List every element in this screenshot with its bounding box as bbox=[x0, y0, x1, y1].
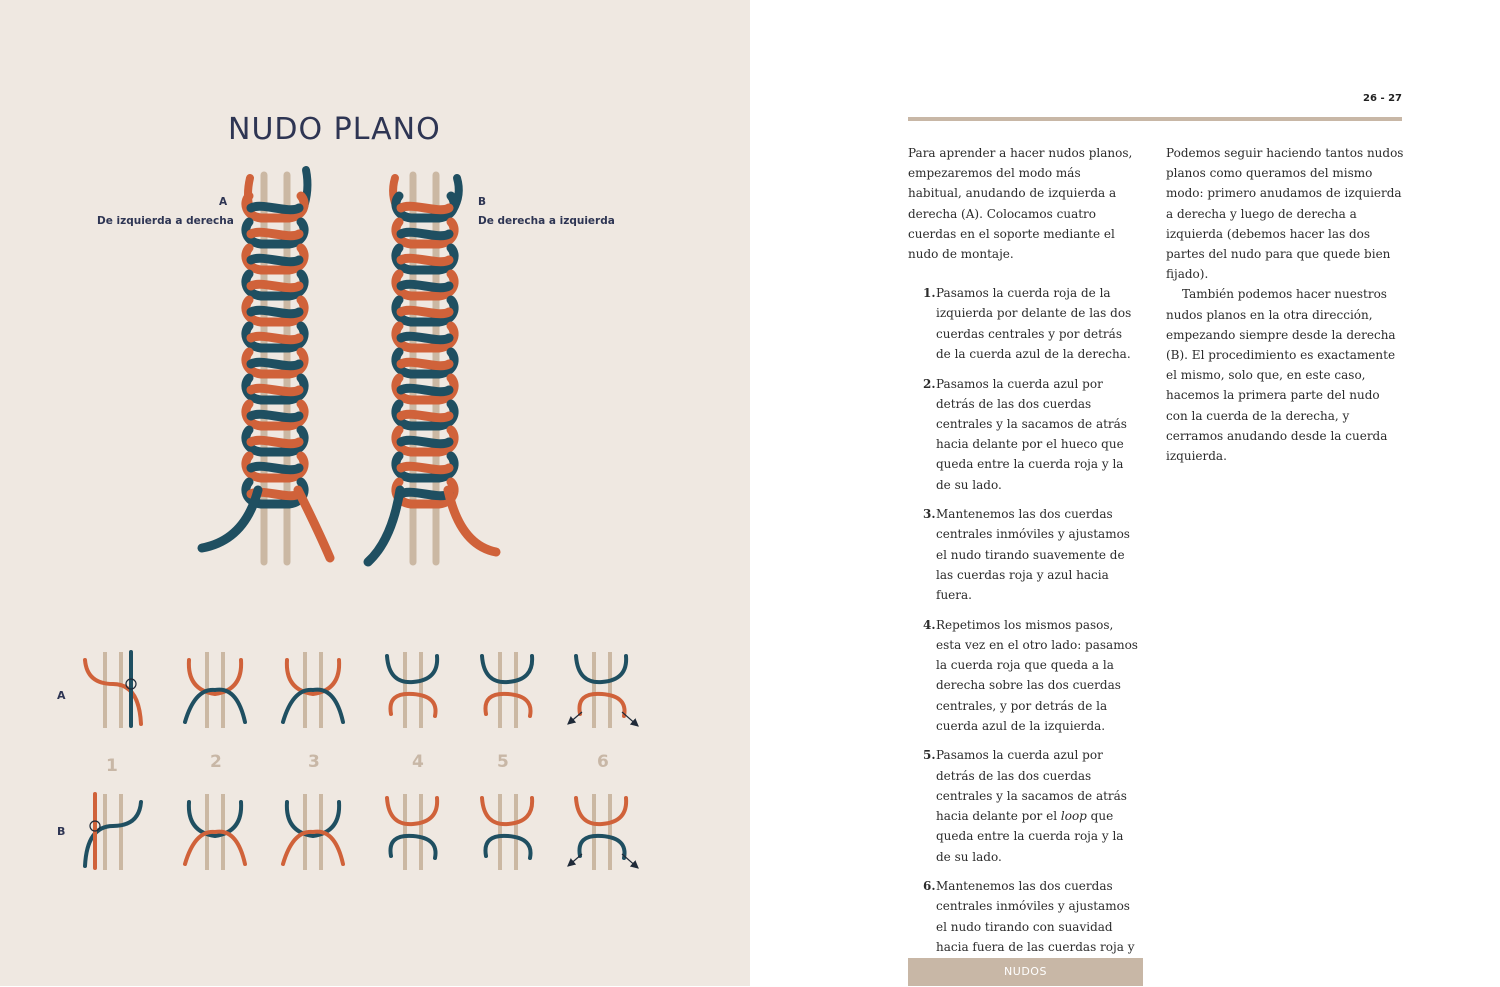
step-diagram bbox=[482, 794, 532, 870]
braid-cross bbox=[401, 206, 449, 209]
step-number-1: 1 bbox=[106, 756, 118, 776]
braid-cross bbox=[401, 310, 449, 313]
header-rule bbox=[908, 117, 1402, 121]
braid-cross bbox=[251, 258, 299, 261]
row-b-label: B bbox=[57, 825, 66, 838]
section-footer-tab: NUDOS bbox=[908, 958, 1143, 986]
braid-cross bbox=[401, 284, 449, 287]
step-item bbox=[908, 374, 1138, 495]
step-diagram bbox=[283, 652, 343, 728]
step-number-3: 3 bbox=[308, 752, 320, 772]
intro-paragraph: Para aprender a hacer nudos planos, empezaremos del modo más habitual, anudando de izquierda a derecha (A). Colocamos cuatro cuerdas en el soporte mediante el nudo de montaje. bbox=[908, 146, 1133, 262]
col2-paragraph-1: Podemos seguir haciendo tantos nudos planos como queramos del mismo modo: primero anudamos de izquierda a derecha y luego de derecha a izquierda (debemos hacer las dos partes del nudo para que quede bien fijado). bbox=[1166, 146, 1404, 282]
step-diagram bbox=[568, 652, 638, 728]
step-item bbox=[908, 504, 1138, 605]
step-text: Mantenemos las dos cuerdas centrales inmóviles y ajustamos el nudo tirando suavemente de las cuerdas roja y azul hacia fuera. bbox=[936, 507, 1130, 603]
braid-cross bbox=[401, 258, 449, 261]
braid-cross bbox=[251, 336, 299, 339]
braid-a-illustration bbox=[202, 170, 330, 562]
step-number: 5. bbox=[923, 748, 936, 763]
step-diagram bbox=[85, 652, 141, 728]
knot-illustrations bbox=[0, 0, 750, 986]
braid-b-illustration bbox=[368, 175, 496, 562]
steps-row-b bbox=[85, 794, 638, 870]
braid-cross bbox=[401, 440, 449, 443]
step-text-post: que queda entre la cuerda roja y la de su lado. bbox=[936, 809, 1124, 864]
text-column-left bbox=[908, 143, 1138, 987]
step-diagram bbox=[568, 794, 638, 870]
step-number: 6. bbox=[923, 879, 936, 894]
step-diagram bbox=[185, 652, 245, 728]
braid-cross bbox=[401, 466, 449, 469]
braid-b-caption: De derecha a izquierda bbox=[478, 215, 615, 227]
step-text: Pasamos la cuerda azul por detrás de las dos cuerdas centrales y la sacamos de atrás hacia delante por el hueco que queda entre la cuerda roja y la de su lado. bbox=[936, 376, 1127, 492]
step-text: Pasamos la cuerda roja de la izquierda por delante de las dos cuerdas centrales y por detrás de la cuerda azul de la derecha. bbox=[936, 286, 1132, 361]
braid-cross bbox=[251, 206, 299, 209]
braid-cross bbox=[251, 284, 299, 287]
steps-row-a bbox=[85, 652, 638, 728]
step-diagram bbox=[482, 652, 532, 728]
step-number: 2. bbox=[923, 376, 936, 391]
braid-cross bbox=[401, 414, 449, 417]
braid-cross bbox=[401, 388, 449, 391]
steps-list bbox=[908, 283, 1138, 977]
step-number: 3. bbox=[923, 507, 936, 522]
step-item bbox=[908, 283, 1138, 364]
braid-a-caption: De izquierda a derecha bbox=[97, 215, 234, 227]
step-number: 1. bbox=[923, 286, 936, 301]
col2-paragraph-2: También podemos hacer nuestros nudos planos en la otra dirección, empezando siempre desde la derecha (B). El procedimiento es exactamente el mismo, solo que, en este caso, hacemos la primera parte del nudo con la cuerda de la derecha, y cerramos anudando desde la cuerda izquierda. bbox=[1166, 287, 1396, 464]
step-text-em: loop bbox=[1060, 809, 1087, 824]
step-number-2: 2 bbox=[210, 752, 222, 772]
step-number-6: 6 bbox=[597, 752, 609, 772]
braid-cross bbox=[401, 362, 449, 365]
braid-cross bbox=[251, 388, 299, 391]
step-item bbox=[908, 745, 1138, 866]
braid-cross bbox=[401, 336, 449, 339]
braid-cross bbox=[251, 310, 299, 313]
step-diagram bbox=[387, 794, 437, 870]
braid-a-letter: A bbox=[219, 196, 228, 208]
braid-cross bbox=[251, 440, 299, 443]
step-diagram bbox=[85, 794, 141, 870]
text-column-right bbox=[1166, 143, 1404, 466]
step-item bbox=[908, 615, 1138, 736]
step-number-5: 5 bbox=[497, 752, 509, 772]
braid-b-letter: B bbox=[478, 196, 487, 208]
page-number: 26 - 27 bbox=[1363, 93, 1402, 104]
braid-cross bbox=[251, 414, 299, 417]
braid-cross bbox=[401, 492, 449, 495]
braid-cross bbox=[251, 362, 299, 365]
step-text: Mantenemos las dos cuerdas centrales inmóviles y ajustamos el nudo tirando con suavidad hacia fuera de las cuerdas roja y bbox=[936, 879, 1135, 954]
step-text: Repetimos los mismos pasos, esta vez en el otro lado: pasamos la cuerda roja que queda a la derecha sobre las dos cuerdas centrales, y por detrás de la cuerda azul de la izquierda. bbox=[936, 617, 1138, 733]
step-diagram bbox=[283, 794, 343, 870]
braid-cross bbox=[401, 232, 449, 235]
step-text-pre: Pasamos la cuerda azul por detrás de las dos cuerdas centrales y la sacamos de atrás hacia delante por el bbox=[936, 748, 1127, 824]
step-diagram bbox=[185, 794, 245, 870]
step-number-4: 4 bbox=[412, 752, 424, 772]
step-diagram bbox=[387, 652, 437, 728]
braid-cross bbox=[251, 466, 299, 469]
braid-cross bbox=[251, 232, 299, 235]
row-a-label: A bbox=[57, 689, 66, 702]
page-title: NUDO PLANO bbox=[228, 112, 441, 147]
step-number: 4. bbox=[923, 617, 936, 632]
left-page bbox=[0, 0, 750, 986]
